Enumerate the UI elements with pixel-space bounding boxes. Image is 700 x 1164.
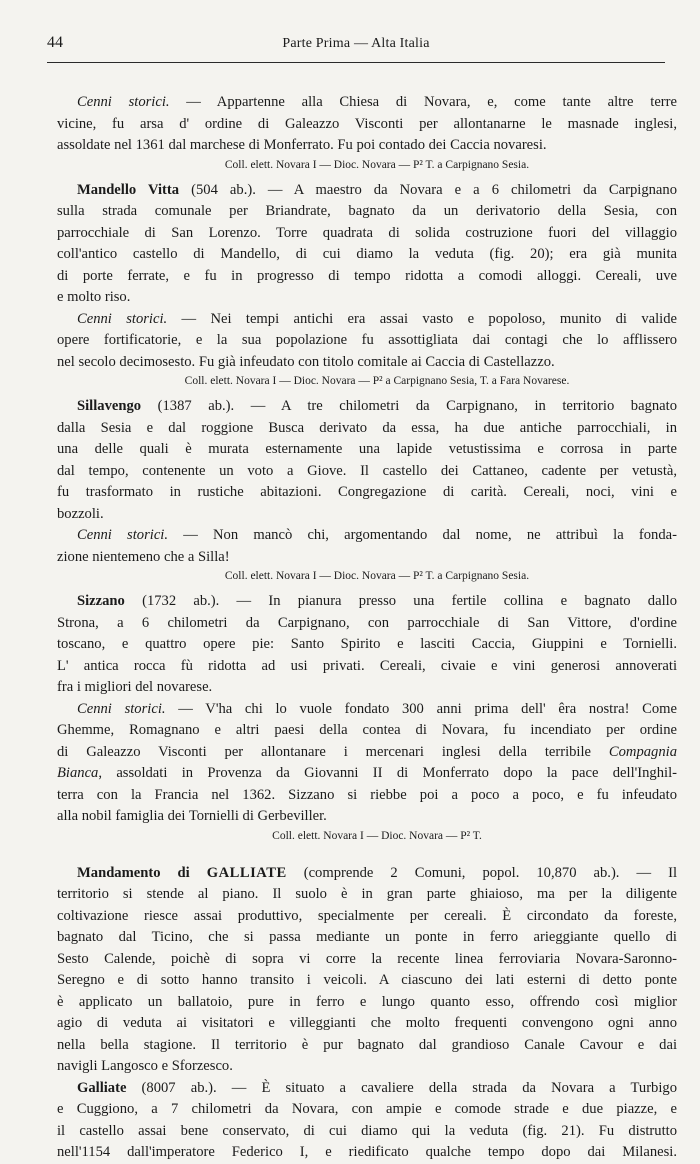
entry-galliate: Galliate (8007 ab.). — È situato a cavaliere della strada da Novara a Turbigo e Cuggiono, a 7 chilometri da Novara, con ampie e comode strade e due piazze, e il castello assai bene conservato, di cui diamo qui la veduta (fig. 21). Fu distrutto nell'1154 dall'imperatore Federico I, e riedificato qualche tempo dopo dai Milanesi. <box>57 1079 677 1160</box>
entry-title: Sizzano <box>77 593 125 609</box>
page-body <box>57 92 677 1164</box>
entry-mandello-vitta: Mandello Vitta (504 ab.). — A maestro da Novara e a 6 chilometri da Carpignano sulla strada comunale per Briandrate, bagnato da un derivatorio della Sesia, con parrocchiale di San Lorenzo. Torre quadrata di solida costruzione fuori del villaggio coll'antico castello di Mandello, di cui diamo la veduta (fig. 20); era già munita di porte ferrate, e fu in progresso di tempo ridotta a comodi alloggi. Cereali, uve e molto riso. Cenni storici. — Nei tempi antichi era assai vasto e popoloso, munito di valide opere fortificatorie, e la sua popolazione fu assottigliata dai contagi che lo afflissero nel secolo decimosesto. Fu già infeudato con titolo comitale ai Caccia di Castellazzo. <box>57 181 677 370</box>
entry-title: GALLIATE <box>206 864 287 881</box>
entry-mandamento-galliate: Mandamento di GALLIATE (comprende 2 Comuni, popol. 10,870 ab.). — Il territorio si stende al piano. Il suolo è in gran parte ghiaioso, ma per la diligente coltivazione riesce assai produttivo, specialmente per cereali. È circondato da foreste, bagnato dal Ticino, che si passa mediante un ponte in ferro arieggiante quello di Sesto Calende, poichè di sopra vi corre la recente linea ferroviaria Novara-Saronno- Seregno e di sotto hanno transito i veicoli. A ciascuno dei lati esterni di detto ponte è applicato un ballatoio, pure in ferro e lungo quanto esso, offrendo così miglior agio di veduta ai visitatori e villeggianti che molto frequenti convengono ogni anno nella bella stagione. Il territorio è pur bagnato dal grandioso Canale Cavour e dai navigli Langosco e Sforzesco. <box>57 864 677 1074</box>
cenni-label: Cenni storici. <box>77 94 170 110</box>
reference-line: Coll. elett. Novara I — Dioc. Novara — P² T. <box>272 829 482 842</box>
reference-line: Coll. elett. Novara I — Dioc. Novara — P² T. a Carpignano Sesia. <box>224 158 530 171</box>
entry-title: Sillavengo <box>77 398 142 414</box>
page-number: 44 <box>47 34 63 51</box>
entry-title: Galliate <box>77 1079 127 1096</box>
reference-line: Coll. elett. Novara I — Dioc. Novara — P² T. a Carpignano Sesia. <box>224 570 530 582</box>
entry-sizzano: Sizzano (1732 ab.). — In pianura presso una fertile collina e bagnato dallo Strona, a 6 chilometri da Carpignano, con parrocchiale di San Vittore, d'ordine toscano, e quattro opere pie: Santo Spirito e lasciti Caccia, Giuppini e Tornielli. L' antica rocca fù ridotta ad usi privati. Cereali, civaie e vini generosi annoverati fra i migliori del novarese. Cenni storici. — V'ha chi lo vuole fondato 300 anni prima dell' êra nostra! Come Ghemme, Romagnano e altri paesi della contea di Novara, fu incendiato per ordine di Galeazzo Visconti per allontanare i mercenari inglesi della terribile Compagnia Bianca, assoldati in Provenza da Giovanni II di Monferrato dopo la pace dell'Inghil- terra con la Francia nel 1362. Sizzano si riebbe poi a poco a poco, e fu infeudato alla nobil famiglia dei Tornielli di Gerbeviller. <box>57 593 677 824</box>
entry-title: Mandello Vitta <box>77 181 180 198</box>
reference-line: Coll. elett. Novara I — Dioc. Novara — P² a Carpignano Sesia, T. a Fara Novarese. <box>184 375 570 387</box>
running-title: Parte Prima — Alta Italia <box>282 36 430 51</box>
entry-sillavengo: Sillavengo (1387 ab.). — A tre chilometri da Carpignano, in territorio bagnato dalla Sesia e dal roggione Busca derivato da essa, ha due antiche parrocchiali, in una delle quali è murata esternamente una lapide vetustissima e corrosa in parte dal tempo, contenente un voto a Giove. Il castello dei Cattaneo, cadente per vetustà, fu trasformato in rustiche abitazioni. Congregazione di carità. Cereali, noci, vini e bozzoli. Cenni storici. — Non mancò chi, argomentando dal nome, ne attribuì la fonda- zione nientemeno che a Silla! <box>57 398 677 565</box>
page-header <box>47 30 665 63</box>
cenni-storici-paragraph: Cenni storici. — Appartenne alla Chiesa di Novara, e, come tante altre terre vicine, fu arsa d' ordine di Galeazzo Visconti per allontanarne le masnade inglesi, assoldate nel 1361 dal marchese di Monferrato. Fu poi contado dei Caccia novaresi. <box>57 94 677 153</box>
